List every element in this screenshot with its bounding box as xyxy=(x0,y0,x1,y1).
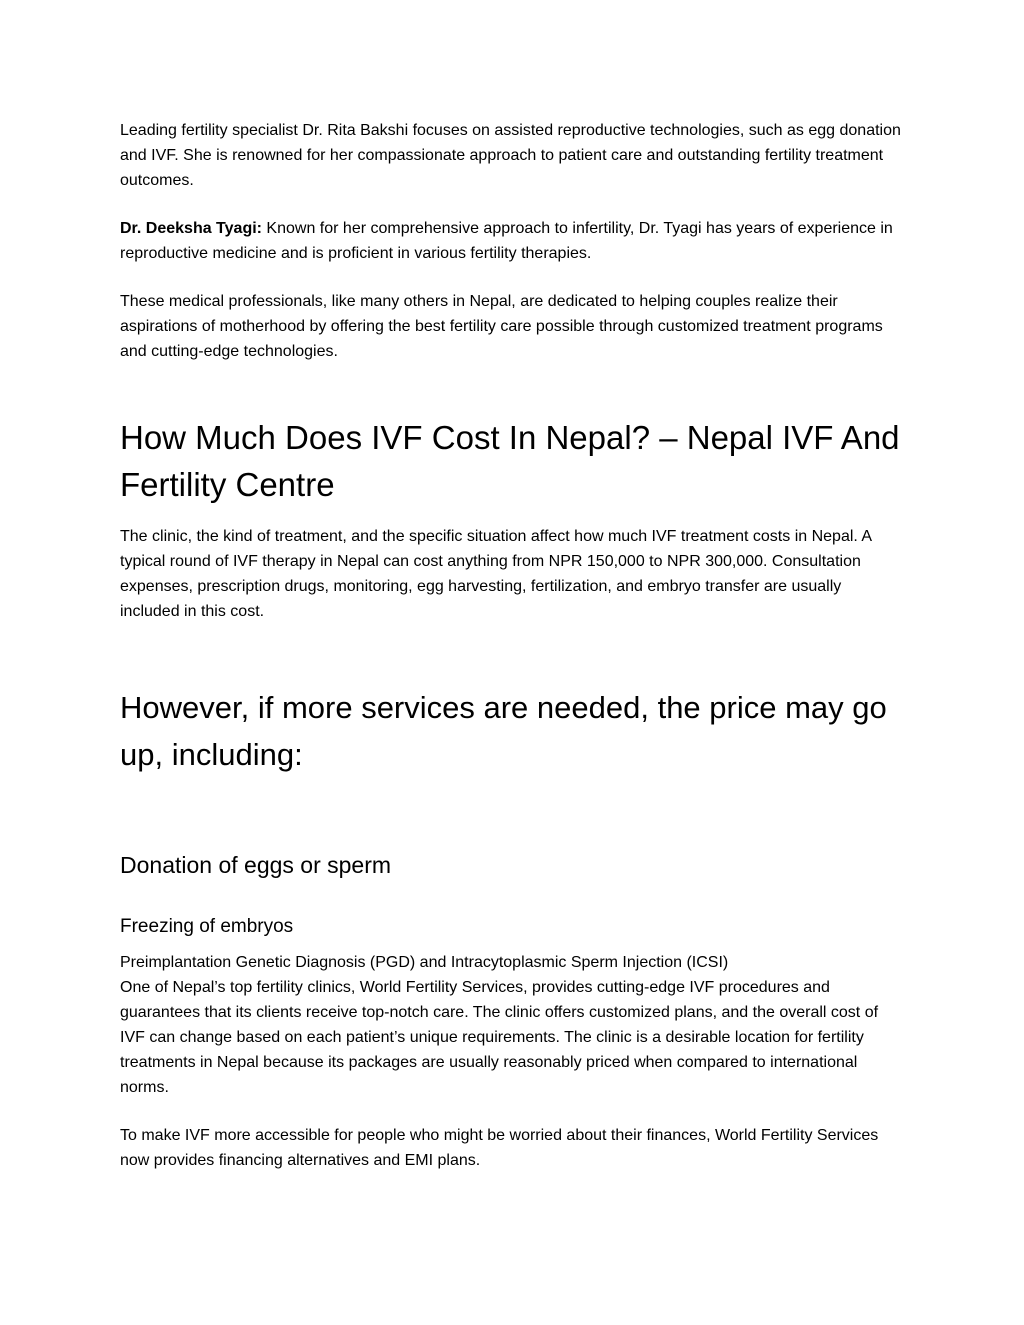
paragraph-financing-emi: To make IVF more accessible for people who might be worried about their finances, World Fertility Services now provides financing alternatives and EMI plans. xyxy=(120,1127,879,1169)
heading-more-services-price: However, if more services are needed, the price may go up, including: xyxy=(120,690,887,772)
paragraph-dr-rita-bakshi: Leading fertility specialist Dr. Rita Bakshi focuses on assisted reproductive technologies, such as egg donation and IVF. She is renowned for her compassionate approach to patient care and outstanding fertility treatment outcomes. xyxy=(120,122,901,189)
heading-ivf-cost-nepal: How Much Does IVF Cost In Nepal? – Nepal IVF And Fertility Centre xyxy=(120,419,900,503)
paragraph-dr-deeksha-tyagi xyxy=(120,216,902,266)
heading-freezing-embryos: Freezing of embryos xyxy=(120,916,294,937)
dr-deeksha-tyagi-bold-label: Dr. Deeksha Tyagi: xyxy=(120,220,262,237)
dr-deeksha-tyagi-text: Known for her comprehensive approach to infertility, Dr. Tyagi has years of experience in reproductive medicine and is proficient in various fertility therapies. xyxy=(120,220,893,262)
world-fertility-services-text: One of Nepal’s top fertility clinics, World Fertility Services, provides cutting-edge IVF procedures and guarantees that its clients receive top-notch care. The clinic offers customized plans, and the overall cost of IVF can change based on each patient’s unique requirements. The clinic is a desirable location for fertility treatments in Nepal because its packages are usually reasonably priced when compared to international norms. xyxy=(120,979,879,1096)
paragraph-cost-details: The clinic, the kind of treatment, and the specific situation affect how much IVF treatment costs in Nepal. A typical round of IVF therapy in Nepal can cost anything from NPR 150,000 to NPR 300,000. Consultation expenses, prescription drugs, monitoring, egg harvesting, fertilization, and embryo transfer are usually included in this cost. xyxy=(120,528,872,620)
paragraph-medical-professionals: These medical professionals, like many others in Nepal, are dedicated to helping couples realize their aspirations of motherhood by offering the best fertility care possible through customized treatment programs and cutting-edge technologies. xyxy=(120,293,883,360)
heading-donation-eggs-sperm: Donation of eggs or sperm xyxy=(120,852,392,878)
pgd-icsi-line: Preimplantation Genetic Diagnosis (PGD) and Intracytoplasmic Sperm Injection (ICSI) xyxy=(120,954,729,971)
paragraph-world-fertility-services xyxy=(120,950,902,1100)
